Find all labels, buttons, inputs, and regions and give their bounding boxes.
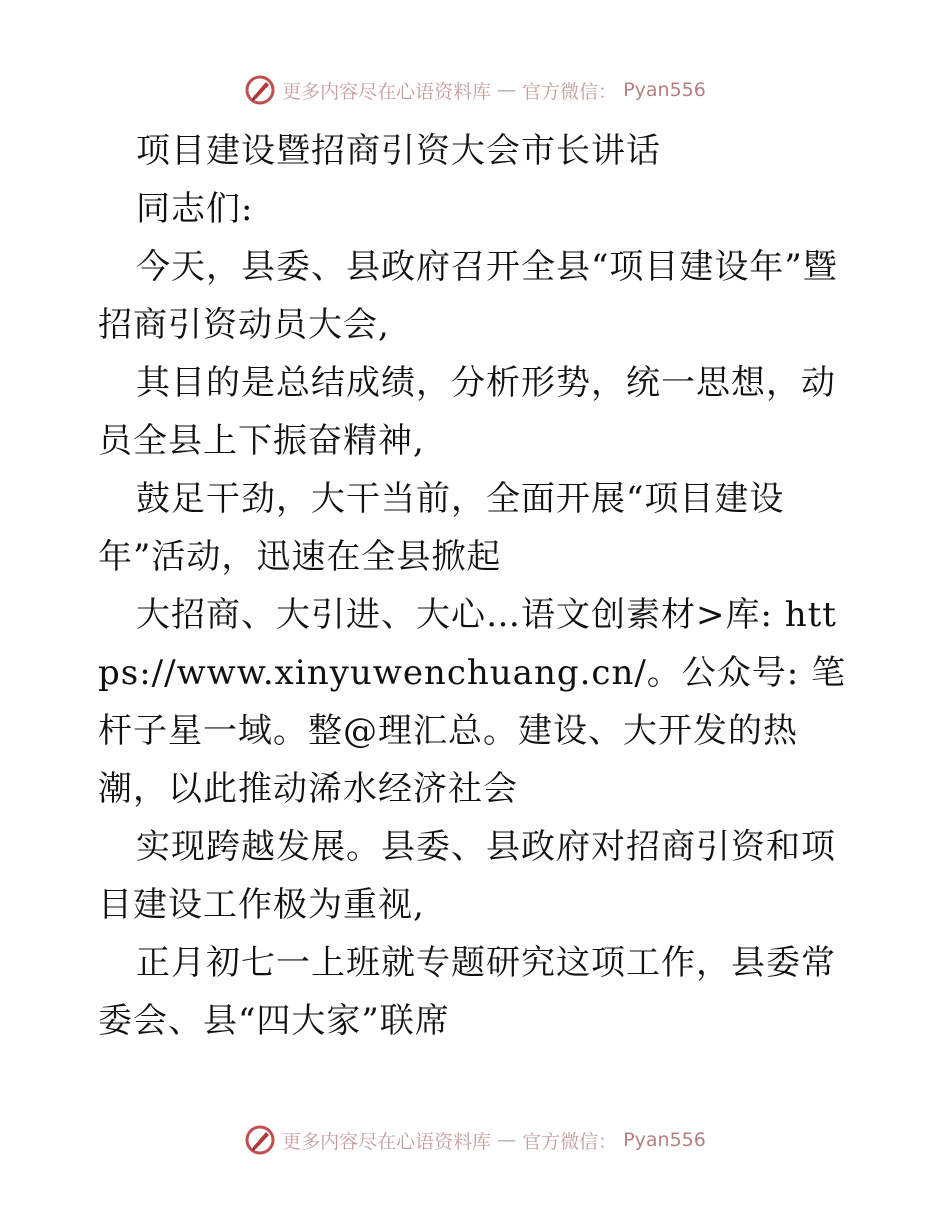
salutation: 同志们: [136, 189, 254, 229]
document-title: 项目建设暨招商引资大会市长讲话 [136, 131, 661, 171]
watermark-wechat-id: Pyan556 [623, 1129, 706, 1151]
paragraph: 大招商、大引进、大心…语文创素材>库: https://www.xinyuwenchuang.cn/。公众号: 笔杆子星一域。整@理汇总。建设、大开发的热潮，以此推动浠水经济社会 [98, 595, 847, 809]
pen-logo-icon [244, 1124, 276, 1156]
paragraph: 其目的是总结成绩，分析形势，统一思想，动员全县上下振奋精神, [98, 363, 836, 461]
header-watermark [0, 70, 950, 110]
paragraph: 今天，县委、县政府召开全县“项目建设年”暨招商引资动员大会, [98, 247, 838, 345]
watermark-wechat-label: 官方微信： [522, 80, 618, 103]
watermark-wechat-label: 官方微信： [522, 1130, 618, 1153]
paragraph: 正月初七一上班就专题研究这项工作，县委常委会、县“四大家”联席 [98, 943, 836, 1041]
watermark-text: 更多内容尽在心语资料库 [282, 80, 492, 103]
watermark-separator: — [497, 1129, 517, 1151]
footer-watermark [0, 1120, 950, 1160]
document-body [98, 122, 858, 1050]
paragraph: 实现跨越发展。县委、县政府对招商引资和项目建设工作极为重视, [98, 827, 836, 925]
watermark-separator: — [497, 79, 517, 101]
pen-logo-icon [244, 74, 276, 106]
watermark-text: 更多内容尽在心语资料库 [282, 1130, 492, 1153]
paragraph: 鼓足干劲，大干当前，全面开展“项目建设年”活动，迅速在全县掀起 [98, 479, 785, 577]
watermark-wechat-id: Pyan556 [623, 79, 706, 101]
